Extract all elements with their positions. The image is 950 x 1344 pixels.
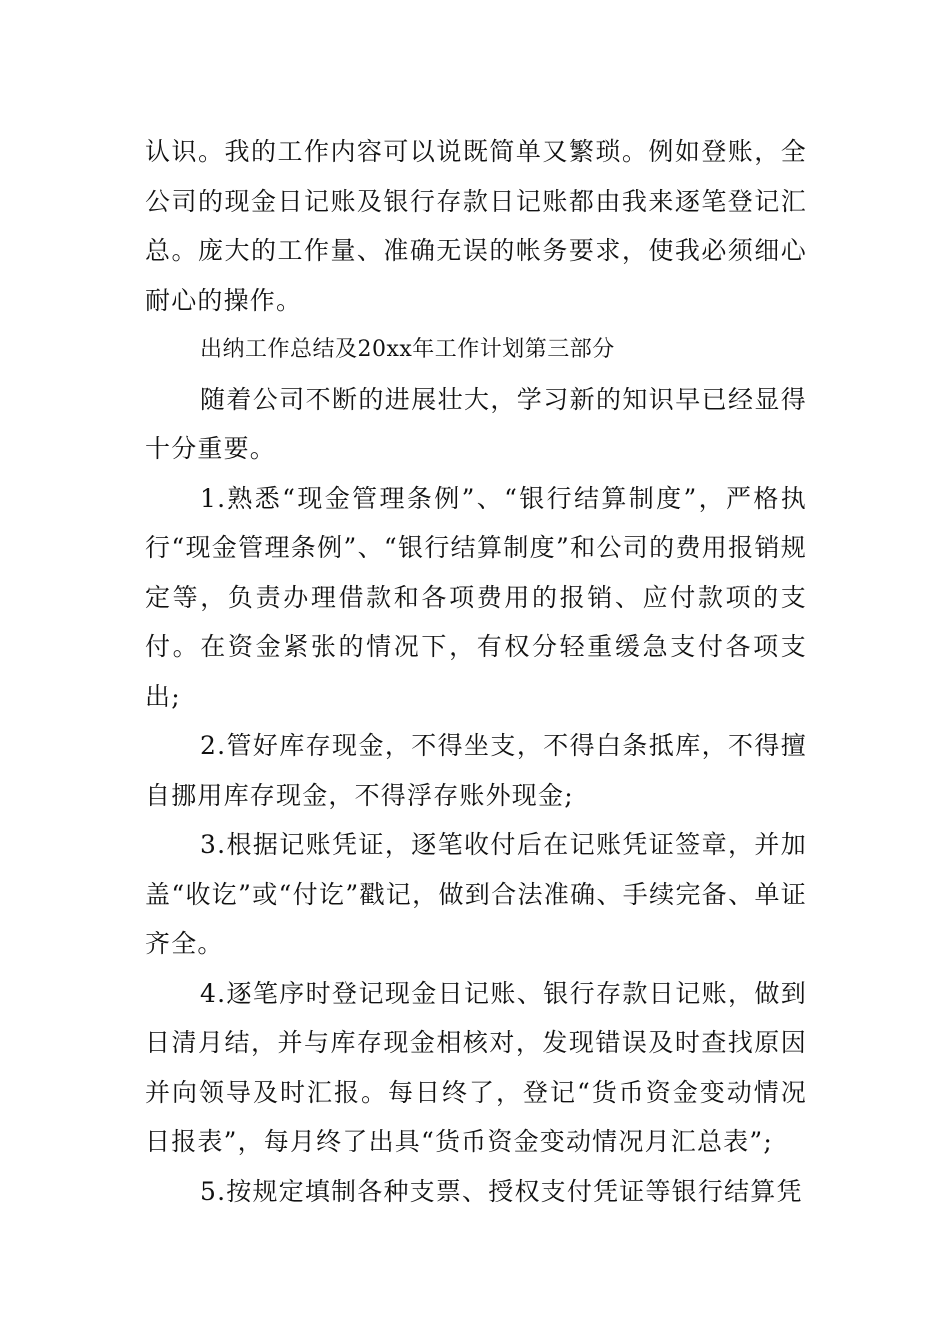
list-item-1: 1.熟悉“现金管理条例”、“银行结算制度”，严格执行“现金管理条例”、“银行结算制度”和公司的费用报销规定等，负责办理借款和各项费用的报销、应付款项的支付。在资金紧张的情况下，有权分轻重缓急支付各项支出; — [145, 483, 807, 711]
list-item-2: 2.管好库存现金，不得坐支，不得白条抵库，不得擅自挪用库存现金，不得浮存账外现金; — [145, 731, 807, 810]
paragraph-continuation: 认识。我的工作内容可以说既简单又繁琐。例如登账，全公司的现金日记账及银行存款日记账都由我来逐笔登记汇总。庞大的工作量、准确无误的帐务要求，使我必须细心耐心的操作。 — [145, 137, 807, 315]
paragraph-intro: 随着公司不断的进展壮大，学习新的知识早已经显得十分重要。 — [145, 384, 807, 463]
list-item-4: 4.逐笔序时登记现金日记账、银行存款日记账，做到日清月结，并与库存现金相核对，发现错误及时查找原因并向领导及时汇报。每日终了，登记“货币资金变动情况日报表”，每月终了出具“货币资金变动情况月汇总表”; — [145, 978, 807, 1156]
list-item-3: 3.根据记账凭证，逐笔收付后在记账凭证签章，并加盖“收讫”或“付讫”戳记，做到合法准确、手续完备、单证齐全。 — [145, 830, 807, 958]
document-body — [145, 127, 807, 1216]
list-item-5: 5.按规定填制各种支票、授权支付凭证等银行结算凭 — [200, 1176, 803, 1206]
section-heading: 出纳工作总结及20xx年工作计划第三部分 — [200, 337, 615, 362]
